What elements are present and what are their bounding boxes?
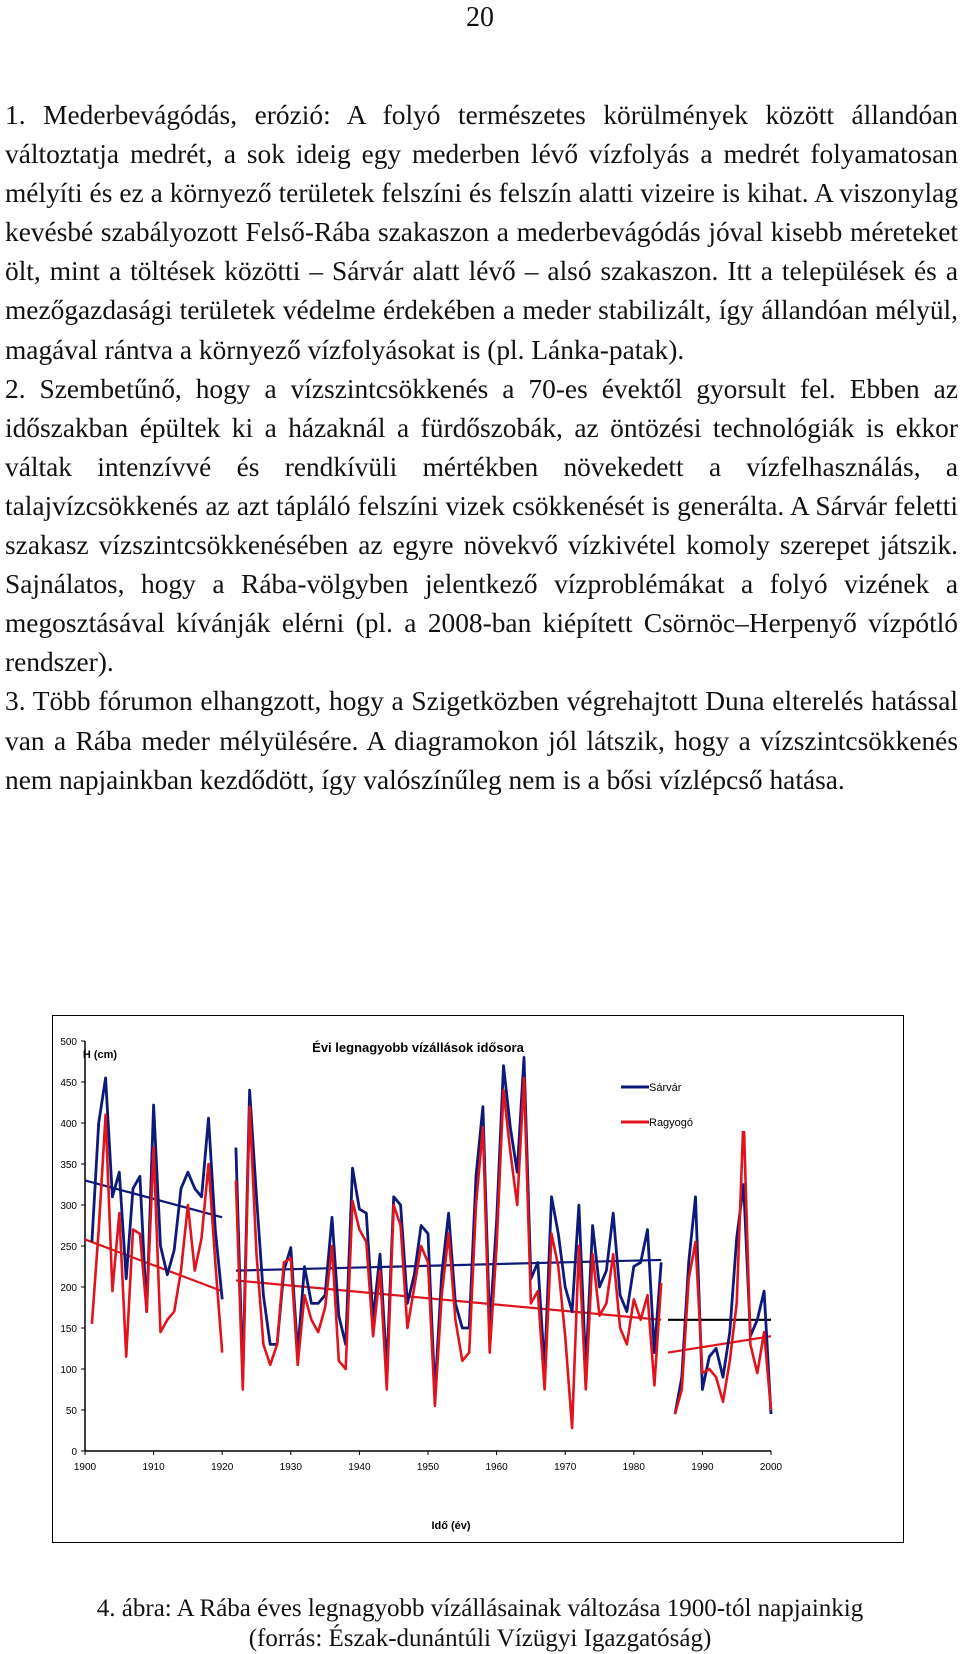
body-text [5,96,958,800]
y-tick-label: 300 [60,1201,77,1212]
x-axis-label: Idő (év) [431,1520,471,1532]
y-tick-label: 450 [60,1078,77,1089]
x-tick-label: 1900 [73,1462,97,1473]
x-tick-label: 1980 [622,1462,645,1473]
y-tick-label: 150 [60,1324,77,1335]
paragraph-1: 1. Mederbevágódás, erózió: A folyó természetes körülmények között állandóan változtatja medrét, a sok ideig egy mederben lévő vízfolyás a medrét folyamatosan mélyíti és ez a környező területek felszíni és felszín alatti vizeire is kihat. A viszonylag kevésbé szabályozott Felső-Rába szakaszon a mederbevágódás jóval kisebb méreteket ölt, mint a töltések közötti – Sárvár alatt lévő – alsó szakaszon. Itt a települések és a mezőgazdasági területek védelme érdekében a meder stabilizált, így állandóan mélyül, magával rántva a környező vízfolyásokat is (pl. Lánka-patak). [5,100,958,365]
water-level-chart [53,1016,905,1544]
trendline [85,1239,222,1291]
x-tick-label: 1990 [691,1462,714,1473]
chart-title: Évi legnagyobb vízállások idősora [312,1040,524,1055]
x-tick-label: 1960 [485,1462,508,1473]
x-tick-label: 2000 [759,1462,783,1473]
figure-caption: 4. ábra: A Rába éves legnagyobb vízállásainak változása 1900-tól napjainkig [96,1595,864,1622]
legend-label-sarvar: Sárvár [649,1082,682,1094]
legend-label-ragyogo: Ragyogó [649,1117,694,1129]
x-tick-label: 1940 [348,1462,371,1473]
y-tick-label: 350 [60,1160,77,1171]
y-axis-label: H (cm) [82,1049,118,1061]
y-tick-label: 200 [60,1283,77,1294]
chart-legend [613,1071,753,1131]
y-tick-label: 500 [60,1037,77,1048]
series-line-ragyogo [236,1078,661,1428]
page-number: 20 [466,2,494,33]
x-tick-label: 1970 [554,1462,577,1473]
paragraph-2: 2. Szembetűnő, hogy a vízszintcsökkenés a 70-es évektől gyorsult fel. Ebben az időszakban épültek ki a házaknál a fürdőszobák, az öntözési technológiák is ekkor váltak intenzívvé és rendkívüli mértékben növekedett a vízfelhasználás, a talajvízcsökkenés az azt tápláló felszíni vizek csökkenését is generálta. A Sárvár feletti szakasz vízszintcsökkenésében az egyre növekvő vízkivétel komoly szerepet játszik. Sajnálatos, hogy a Rába-völgyben jelentkező vízproblémákat a folyó vizének a megosztásával kívánják elérni (pl. a 2008-ban kiépített Csörnöc–Herpenyő vízpótló rendszer). [5,373,958,678]
y-tick-label: 0 [71,1447,77,1458]
y-tick-label: 250 [60,1242,77,1253]
x-tick-label: 1910 [142,1462,165,1473]
chart-frame [52,1015,904,1543]
x-tick-label: 1920 [211,1462,234,1473]
y-tick-label: 100 [60,1365,77,1376]
x-tick-label: 1950 [416,1462,440,1473]
y-tick-label: 400 [60,1119,77,1130]
y-tick-label: 50 [65,1406,77,1417]
paragraph-3: 3. Több fórumon elhangzott, hogy a Szigetközben végrehajtott Duna elterelés hatással van a Rába meder mélyülésére. A diagramokon jól látszik, hogy a vízszintcsökkenés nem napjainkban kezdődött, így valószínűleg nem is a bősi vízlépcső hatása. [5,686,958,795]
x-tick-label: 1930 [279,1462,302,1473]
figure-source: (forrás: Észak-dunántúli Vízügyi Igazgatóság) [248,1625,712,1652]
series-line-sarvar [675,1185,771,1415]
